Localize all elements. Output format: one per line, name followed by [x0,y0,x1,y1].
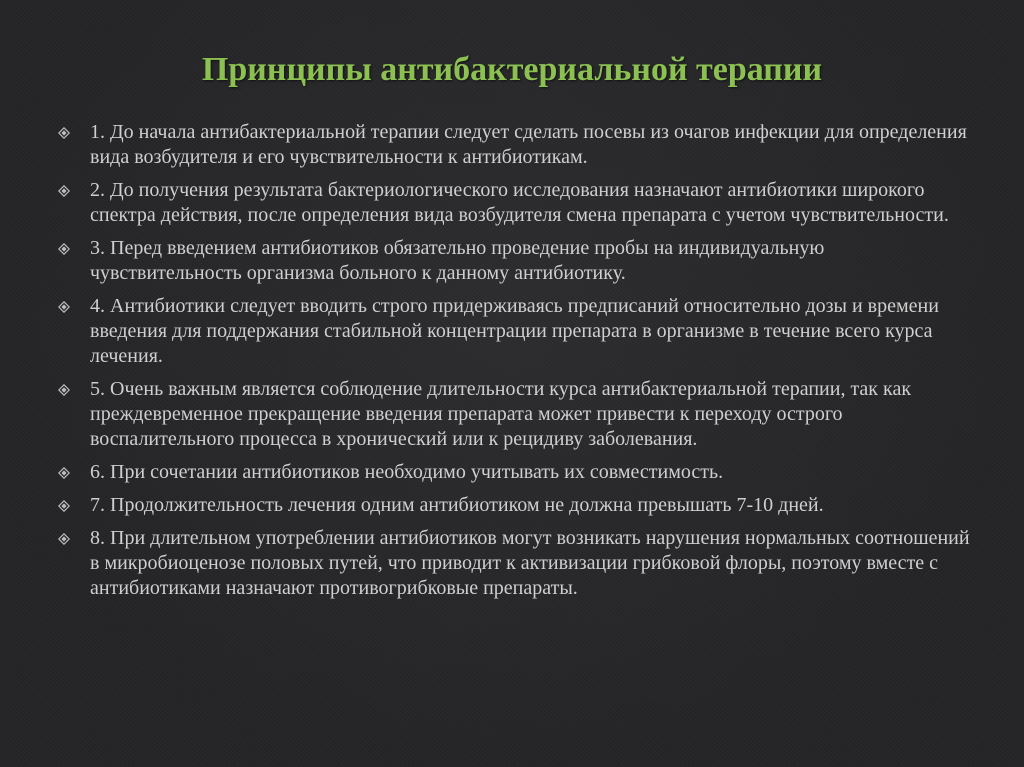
list-item-text: 1. До начала антибактериальной терапии следует сделать посевы из очагов инфекции для определения вида возбудителя и его чувствительности к антибиотикам. [90,121,967,168]
list-item-text: 8. При длительном употреблении антибиотиков могут возникать нарушения нормальных соотношений в микробиоценозе половых путей, что приводит к активизации грибковой флоры, поэтому вместе с антибиотиками назначают противогрибковые препараты. [90,527,970,599]
list-item [58,460,978,485]
list-item [58,178,978,228]
list-item [58,236,978,286]
list-item-text: 7. Продолжительность лечения одним антибиотиком не должна превышать 7-10 дней. [90,494,824,516]
list-item-text: 3. Перед введением антибиотиков обязательно проведение пробы на индивидуальную чувствительность организма больного к данному антибиотику. [90,237,825,284]
list-item [58,493,978,518]
diamond-bullet-icon [58,294,90,319]
list-item [58,120,978,170]
list-item-text: 2. До получения результата бактериологического исследования назначают антибиотики широкого спектра действия, после определения вида возбудителя смена препарата с учетом чувствительности. [90,179,949,226]
diamond-bullet-icon [58,120,90,145]
list-item-text: 6. При сочетании антибиотиков необходимо учитывать их совместимость. [90,461,724,483]
slide-title: Принципы антибактериальной терапии [201,51,823,88]
diamond-bullet-icon [58,493,90,518]
list-item [58,526,978,601]
diamond-bullet-icon [58,178,90,203]
bullet-list [58,120,978,609]
diamond-bullet-icon [58,377,90,402]
diamond-bullet-icon [58,460,90,485]
list-item-text: 5. Очень важным является соблюдение длительности курса антибактериальной терапии, так как преждевременное прекращение введения препарата может привести к переходу острого воспалительного процесса в хронический или к рецидиву заболевания. [90,378,912,450]
list-item [58,377,978,452]
list-item-text: 4. Антибиотики следует вводить строго придерживаясь предписаний относительно дозы и времени введения для поддержания стабильной концентрации препарата в организме в течение всего курса лечения. [90,295,939,367]
list-item [58,294,978,369]
diamond-bullet-icon [58,236,90,261]
diamond-bullet-icon [58,526,90,551]
